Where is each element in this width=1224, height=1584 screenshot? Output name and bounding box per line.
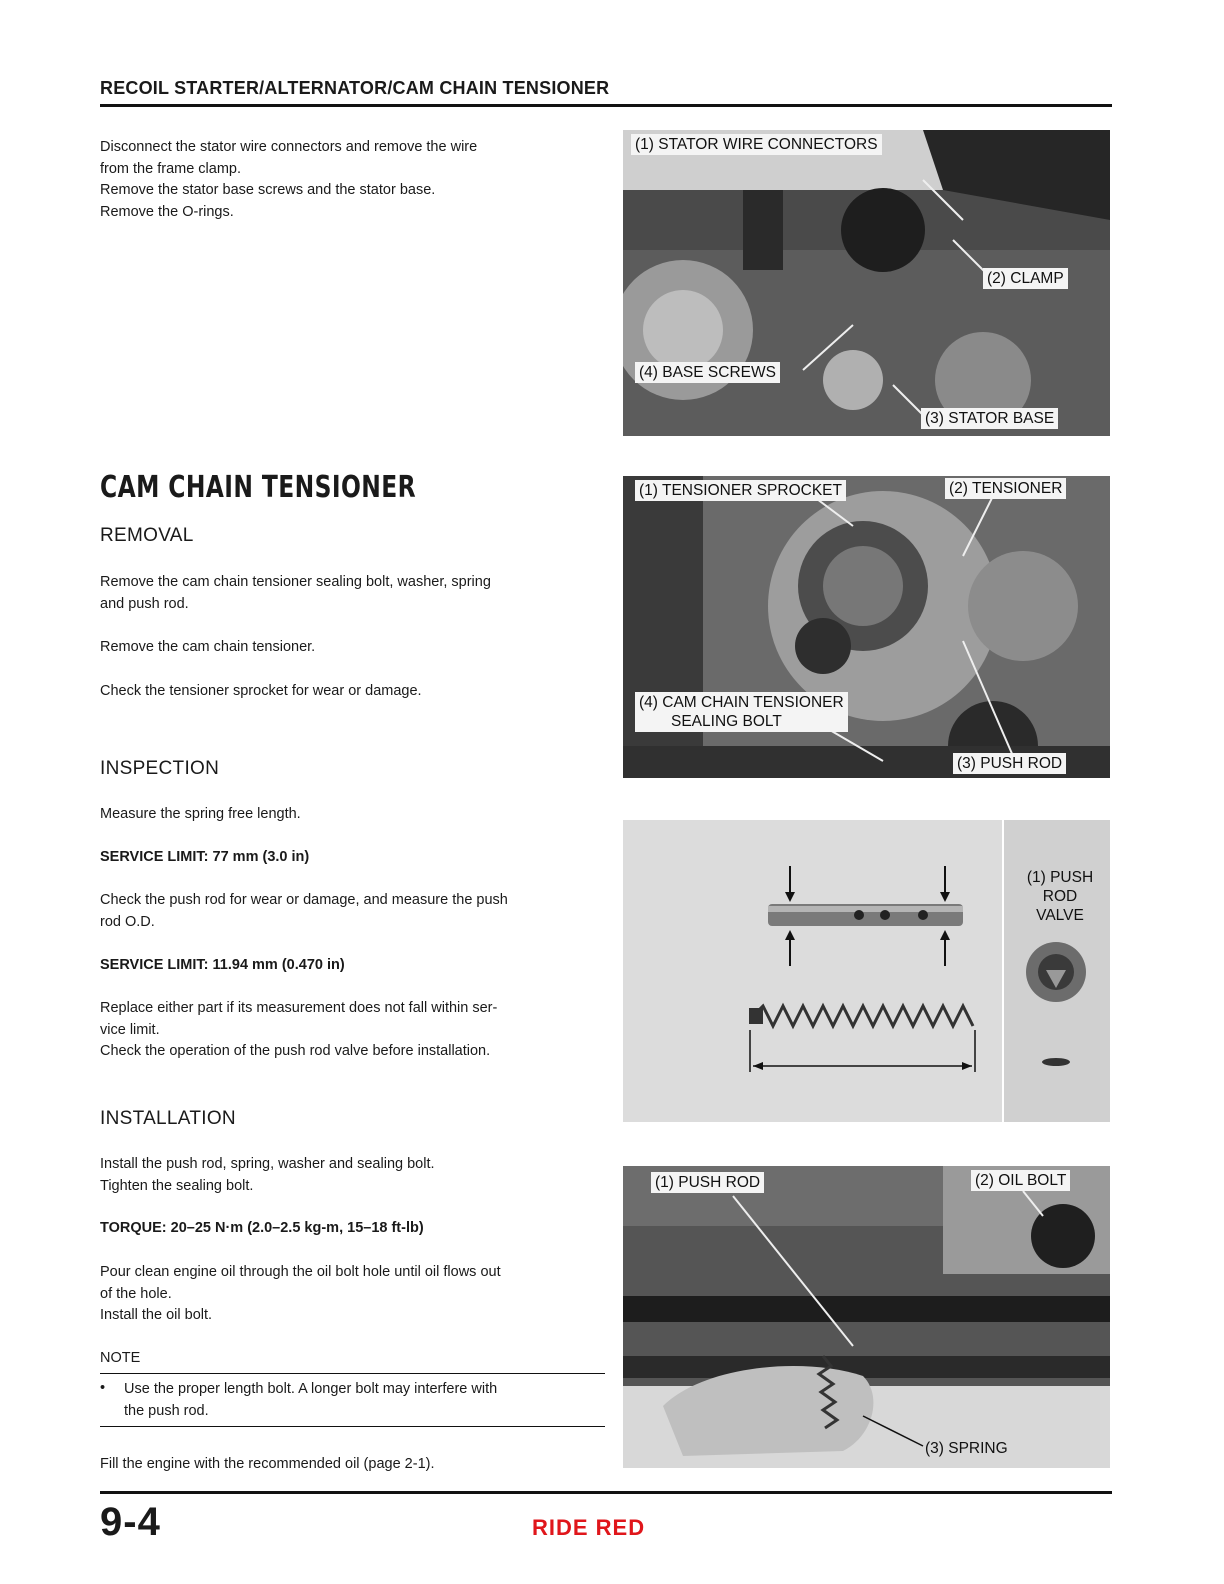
note-bullet: • xyxy=(100,1380,106,1396)
page-header: RECOIL STARTER/ALTERNATOR/CAM CHAIN TENSIONER xyxy=(100,78,610,98)
text-line: of the hole. xyxy=(100,1285,172,1302)
push-rod-illustration xyxy=(623,820,1110,1122)
fig1-callout-stator-connectors: (1) STATOR WIRE CONNECTORS xyxy=(631,134,882,155)
installation-p2 xyxy=(100,1262,610,1327)
fig2-callout-tensioner: (2) TENSIONER xyxy=(945,478,1066,499)
intro-line: Remove the stator base screws and the stator base. xyxy=(100,182,436,198)
fig4-callout-push-rod: (1) PUSH ROD xyxy=(651,1172,764,1193)
text-line: Replace either part if its measurement does not fall within ser- xyxy=(100,1000,498,1016)
installation-p1 xyxy=(100,1154,610,1197)
note-text xyxy=(124,1379,609,1422)
torque-spec: TORQUE: 20–25 N·m (2.0–2.5 kg-m, 15–18 ft-lb) xyxy=(100,1220,424,1236)
inspection-p1: Measure the spring free length. xyxy=(100,806,301,822)
service-limit-pushrod: SERVICE LIMIT: 11.94 mm (0.470 in) xyxy=(100,957,345,973)
engine-illustration xyxy=(623,476,1110,778)
tensioner-photo xyxy=(623,476,1110,778)
engine-illustration xyxy=(623,1166,1110,1468)
removal-heading: REMOVAL xyxy=(100,525,194,546)
text-line: the push rod. xyxy=(124,1402,209,1419)
fig2-callout-tensioner-sprocket: (1) TENSIONER SPROCKET xyxy=(635,480,846,501)
inspection-p2 xyxy=(100,890,610,933)
removal-p3: Check the tensioner sprocket for wear or damage. xyxy=(100,683,422,699)
fig2-callout-push-rod: (3) PUSH ROD xyxy=(953,753,1066,774)
stator-photo xyxy=(623,130,1110,436)
inspection-p3 xyxy=(100,998,610,1063)
text-line: Remove the cam chain tensioner sealing bolt, washer, spring xyxy=(100,574,491,590)
brand-watermark: RIDE RED xyxy=(532,1515,646,1540)
text-line: Install the oil bolt. xyxy=(100,1307,213,1323)
removal-p2: Remove the cam chain tensioner. xyxy=(100,639,316,655)
text-line: Check the operation of the push rod valve before installation. xyxy=(100,1043,491,1059)
intro-line: Disconnect the stator wire connectors and remove the wire xyxy=(100,139,478,155)
push-rod-spring-figure xyxy=(623,820,1110,1122)
fig3-callout-push-rod-valve: (1) PUSH ROD VALVE xyxy=(1026,869,1094,924)
text-line: vice limit. xyxy=(100,1021,160,1038)
text-line: Pour clean engine oil through the oil bolt hole until oil flows out xyxy=(100,1264,501,1280)
callout-line: SEALING BOLT xyxy=(671,713,782,730)
installation-p3: Fill the engine with the recommended oil (page 2-1). xyxy=(100,1456,435,1472)
callout-line: (4) CAM CHAIN TENSIONER xyxy=(639,694,844,711)
fig1-callout-stator-base: (3) STATOR BASE xyxy=(921,408,1058,429)
fig2-callout-sealing-bolt xyxy=(635,692,848,732)
installation-heading: INSTALLATION xyxy=(100,1108,236,1129)
fig1-callout-clamp: (2) CLAMP xyxy=(983,268,1068,289)
text-line: Tighten the sealing bolt. xyxy=(100,1177,254,1194)
text-line: rod O.D. xyxy=(100,913,155,930)
note-label: NOTE xyxy=(100,1350,141,1366)
footer-rule xyxy=(100,1491,1112,1494)
fig4-callout-spring: (3) SPRING xyxy=(925,1440,1008,1457)
text-line: and push rod. xyxy=(100,595,189,612)
inspection-heading: INSPECTION xyxy=(100,758,220,779)
text-line: Use the proper length bolt. A longer bolt may interfere with xyxy=(124,1381,498,1397)
removal-p1 xyxy=(100,572,610,615)
service-limit-spring: SERVICE LIMIT: 77 mm (3.0 in) xyxy=(100,849,310,865)
header-rule xyxy=(100,104,1112,107)
installation-photo xyxy=(623,1166,1110,1468)
note-rule-top xyxy=(100,1373,605,1374)
fig4-callout-oil-bolt: (2) OIL BOLT xyxy=(971,1170,1070,1191)
fig1-callout-base-screws: (4) BASE SCREWS xyxy=(635,362,780,383)
text-line: Check the push rod for wear or damage, and measure the push xyxy=(100,892,508,908)
note-rule-bottom xyxy=(100,1426,605,1427)
intro-line: from the frame clamp. xyxy=(100,160,242,177)
text-line: Install the push rod, spring, washer and sealing bolt. xyxy=(100,1156,435,1172)
intro-line: Remove the O-rings. xyxy=(100,203,234,220)
page-number: 9-4 xyxy=(100,1500,161,1544)
intro-text xyxy=(100,137,610,223)
section-title: CAM CHAIN TENSIONER xyxy=(100,470,416,505)
